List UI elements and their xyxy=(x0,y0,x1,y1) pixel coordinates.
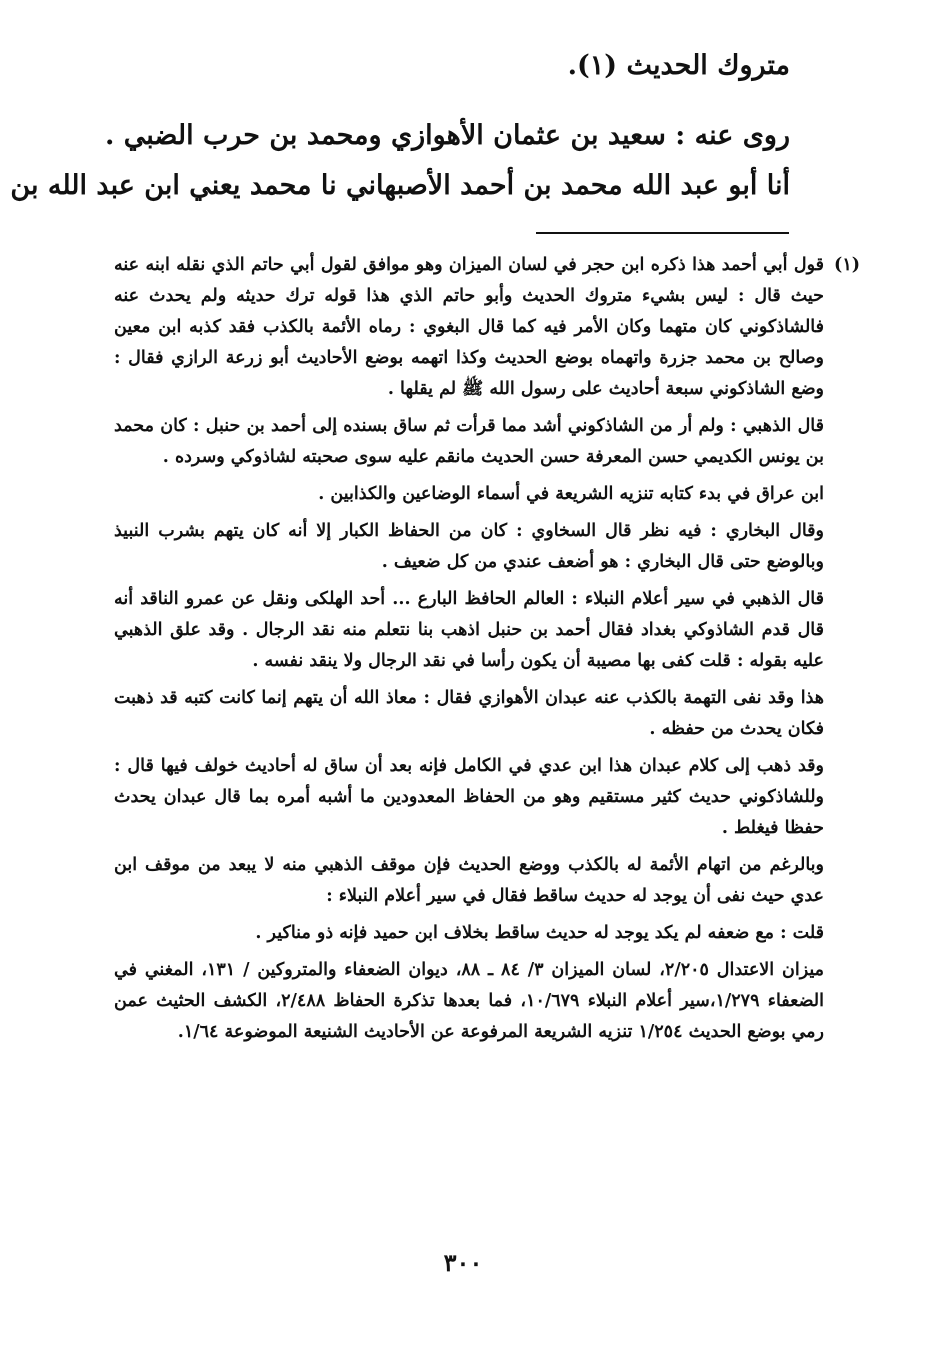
footnote-paragraph-10: ميزان الاعتدال ٢/٢٠٥، لسان الميزان ٣/ ٨٤ ـ ٨٨، ديوان الضعفاء والمتروكين / ١٣١، المغني في الضعفاء ١/٢٧٩،سير أعلام النبلاء ١٠/٦٧٩، فما بعدها تذكرة الحفاظ ٢/٤٨٨، الكشف الحثيث عمن رمي بوضع الحديث ١/٢٥٤ تنزيه الشريعة المرفوعة عن الأحاديث الشنيعة الموضوعة ١/٦٤. xyxy=(114,960,825,1042)
footnote-paragraph-9: قلت : مع ضعفه لم يكد يوجد له حديث ساقط بخلاف ابن حميد فإنه ذو مناكير . xyxy=(255,923,824,943)
footnote-paragraph-3: ابن عراق في بدء كتابه تنزيه الشريعة في أسماء الوضاعين والكذابين . xyxy=(318,484,824,504)
footnote-paragraph-6: هذا وقد نفى التهمة بالكذب عنه عبدان الأهوازي فقال : معاذ الله أن يتهم إنما كانت كتبه قد ذهبت فكان يحدث من حفظه . xyxy=(114,688,824,739)
footnote-paragraph-7: وقد ذهب إلى كلام عبدان هذا ابن عدي في الكامل فإنه بعد أن ساق له أحاديث خولف فيها قال : وللشاذكوني حديث كثير مستقيم وهو من الحفاظ المعدودين ما أشبه أمره بما قال عبدان يحدث حفظا فيغلط . xyxy=(114,756,824,838)
footnote-paragraph-8: وبالرغم من اتهام الأئمة له بالكذب ووضع الحديث فإن موقف الذهبي منه لا يبعد من موقف ابن عدي حيث نفى أن يوجد له حديث ساقط فقال في سير أعلام النبلاء : xyxy=(114,855,824,906)
main-text-line-2: روى عنه : سعيد بن عثمان الأهوازي ومحمد بن حرب الضبي . xyxy=(104,120,790,151)
footnote-paragraph-4: وقال البخاري : فيه نظر قال السخاوي : كان من الحفاظ الكبار إلا أنه كان يتهم بشرب النبيذ وبالوضع حتى قال البخاري : هو أضعف عندي من كل ضعيف . xyxy=(114,521,824,572)
footnote-marker: (١) xyxy=(834,255,860,275)
footnote-paragraph-5: قال الذهبي في سير أعلام النبلاء : العالم الحافظ البارع ... أحد الهلكى ونقل عن عمرو الناقد أنه قال قدم الشاذوكي بغداد فقال أحمد بن حنبل اذهب بنا نتعلم منه نقد الرجال . وقد علق الذهبي عليه بقوله : قلت كفى بها مصيبة أن يكون رأسا في نقد الرجال ولا ينقد نفسه . xyxy=(114,589,824,671)
footnote-paragraph-text: قول أبي أحمد هذا ذكره ابن حجر في لسان الميزان وهو موافق لقول أبي حاتم الذي نقله ابنه عنه حيث قال : ليس بشيء متروك الحديث وأبو حاتم الذي هذا قوله ترك حديثه ولم يحدث عنه فالشاذكوني كان متهما وكان الأمر فيه كما قال البغوي : رماه الأئمة بالكذب فقد كذبه ابن معين وصالح بن محمد جزرة واتهماه بوضع الحديث وكذا اتهمه بوضع الأحاديث أبو زرعة الرازي فقال : وضع الشاذكوني سبعة أحاديث على رسول الله ﷺ لم يقلها . xyxy=(114,255,824,399)
main-text-line-3: أنا أبو عبد الله محمد بن أحمد الأصبهاني نا محمد يعني ابن عبد الله بن xyxy=(10,170,790,201)
main-text-line-1: متروك الحديث (١). xyxy=(567,50,790,81)
footnote-paragraph-2: قال الذهبي : ولم أر من الشاذكوني أشد مما قرأت ثم ساق بسنده إلى أحمد بن حنبل : كان محمد بن يونس الكديمي حسن المعرفة حسن الحديث مانقم عليه سوى صحبته لشاذوكي وسرده . xyxy=(114,416,824,467)
footnotes xyxy=(114,250,860,1054)
page-number: ٣٠٠ xyxy=(443,1248,483,1277)
footnote-paragraph-1 xyxy=(114,250,860,405)
footnote-separator xyxy=(536,232,789,234)
